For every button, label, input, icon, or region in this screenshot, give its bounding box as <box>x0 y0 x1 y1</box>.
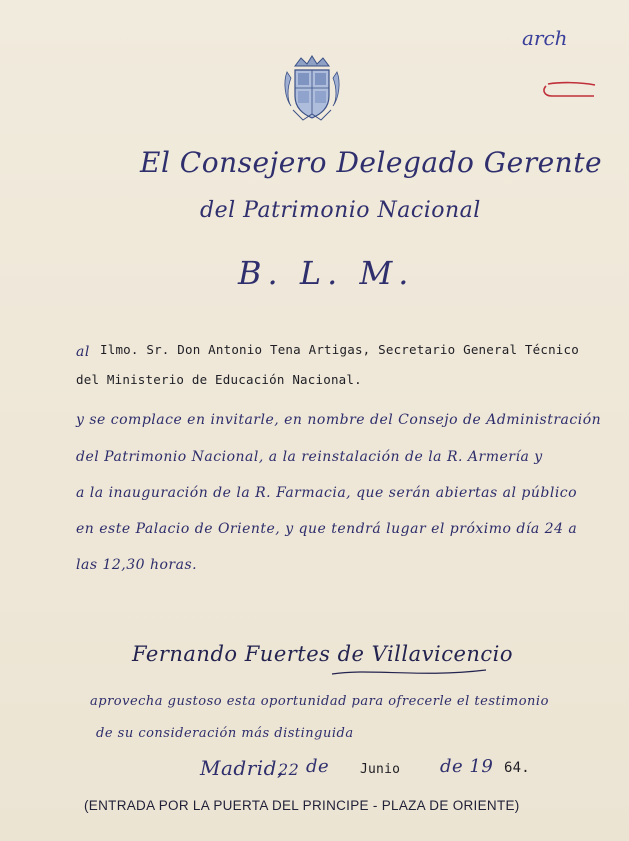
date-de-1: de <box>306 756 330 777</box>
body-line: en este Palacio de Oriente, y que tendrá lugar el próximo día 24 a <box>76 521 578 537</box>
recipient-line-2: del Ministerio de Educación Nacional. <box>76 372 362 387</box>
body-line: y se complace en invitarle, en nombre del Consejo de Administración <box>76 412 602 428</box>
recipient-prefix: al <box>76 344 90 360</box>
entrance-note: (ENTRADA POR LA PUERTA DEL PRINCIPE - PLAZA DE ORIENTE) <box>84 798 520 813</box>
date-place: Madrid, <box>200 756 284 780</box>
date-month: Junio <box>360 762 401 777</box>
blm-formula: B. L. M. <box>238 254 415 292</box>
coat-of-arms-icon <box>283 52 341 124</box>
date-day: 22 <box>278 760 300 779</box>
date-year: 64. <box>504 760 530 776</box>
body-line: del Patrimonio Nacional, a la reinstalación de la R. Armería y <box>76 449 543 465</box>
handwritten-annotation: arch <box>522 26 568 50</box>
body-line: a la inauguración de la R. Farmacia, que serán abiertas al público <box>76 485 578 501</box>
closing-line-2: de su consideración más distinguida <box>96 726 354 741</box>
sender-institution: del Patrimonio Nacional <box>200 198 481 223</box>
recipient-line-1: Ilmo. Sr. Don Antonio Tena Artigas, Secretario General Técnico <box>100 342 579 357</box>
body-line: las 12,30 horas. <box>76 557 198 573</box>
sender-title: El Consejero Delegado Gerente <box>140 146 603 179</box>
signature-flourish <box>330 664 490 678</box>
handwritten-mark-icon <box>540 80 600 102</box>
closing-line-1: aprovecha gustoso esta oportunidad para ofrecerle el testimonio <box>90 694 549 709</box>
date-de-year: de 19 <box>440 756 494 777</box>
signatory-name: Fernando Fuertes de Villavicencio <box>132 642 514 666</box>
